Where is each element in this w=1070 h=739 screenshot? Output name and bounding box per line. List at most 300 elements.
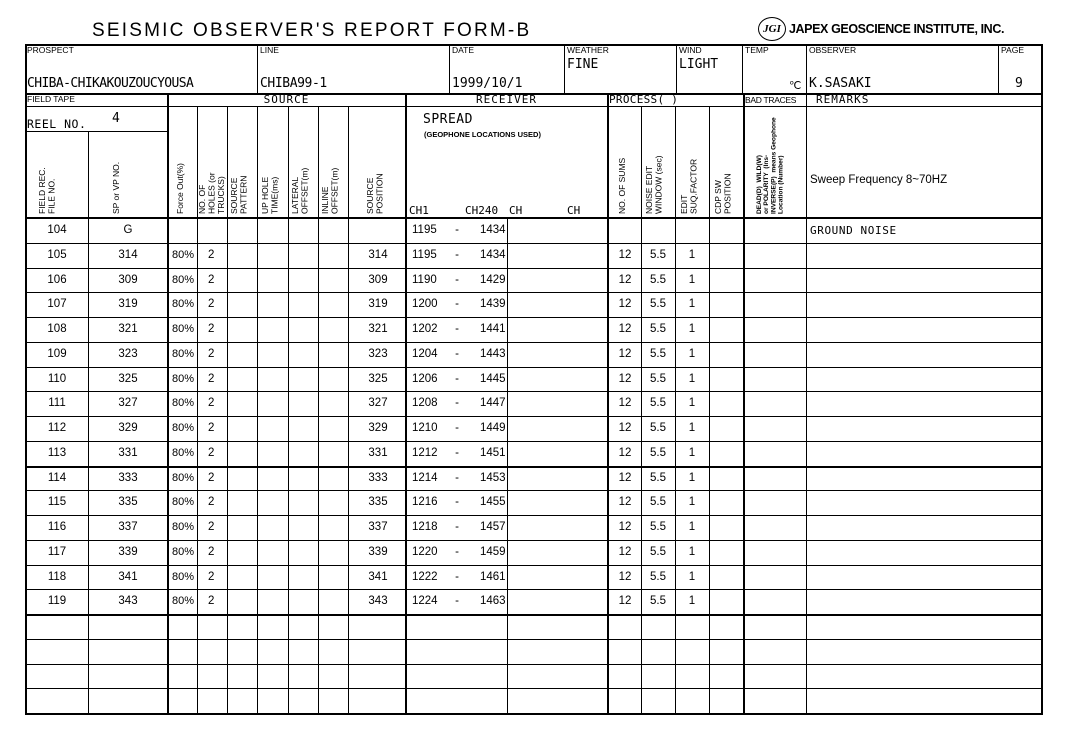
ch-range-dash[interactable]: - — [455, 224, 459, 236]
num-sums-cell[interactable] — [610, 614, 640, 639]
file-no-cell[interactable]: 105 — [47, 248, 67, 261]
page-label: PAGE — [1001, 45, 1024, 55]
sp-no-cell[interactable]: 314 — [118, 248, 138, 261]
remark-cell[interactable] — [810, 441, 1030, 466]
table-row — [26, 614, 1042, 639]
ch-last-cell[interactable]: 1457 — [480, 521, 506, 533]
table-row — [26, 243, 1042, 268]
ch-last-cell[interactable]: 1439 — [480, 298, 506, 311]
sp-no-cell[interactable] — [88, 664, 168, 689]
file-no-cell[interactable]: 109 — [47, 347, 67, 360]
prospect-value[interactable]: CHIBA-CHIKAKOUZOUCYOUSA — [27, 76, 194, 91]
holes-cell[interactable]: 2 — [208, 545, 215, 558]
table-row — [26, 589, 1042, 614]
table-row — [26, 268, 1042, 293]
noise-edit-cell[interactable]: 5.5 — [650, 298, 666, 311]
num-sums-cell[interactable] — [610, 218, 640, 243]
sp-no-cell[interactable]: 343 — [118, 595, 138, 608]
remark-cell[interactable] — [810, 639, 1030, 664]
ch-first-cell[interactable]: 1212 — [412, 446, 438, 459]
num-sums-cell[interactable] — [610, 664, 640, 689]
ch-first-cell[interactable] — [412, 688, 446, 713]
ch-last-cell[interactable]: 1451 — [480, 446, 506, 459]
line-label: LINE — [260, 45, 279, 55]
file-no-cell[interactable]: 112 — [47, 422, 67, 434]
noise-edit-header: NOISE EDIT WINDOW (sec) — [644, 155, 664, 214]
noise-edit-cell[interactable]: 5.5 — [650, 422, 666, 434]
observer-value[interactable]: K.SASAKI — [809, 76, 872, 91]
ch-first-cell[interactable]: 1222 — [412, 570, 438, 583]
noise-edit-cell[interactable]: 5.5 — [650, 570, 666, 583]
spread-subtitle: (GEOPHONE LOCATIONS USED) — [424, 130, 541, 139]
num-sums-cell[interactable]: 12 — [618, 323, 632, 335]
source-position-cell[interactable]: 323 — [368, 347, 388, 360]
edit-factor-cell[interactable]: 1 — [688, 248, 696, 261]
force-out-cell[interactable]: 80% — [172, 397, 195, 410]
file-no-cell[interactable]: 113 — [47, 446, 67, 459]
edit-factor-cell[interactable]: 1 — [688, 521, 696, 533]
ch-first-cell[interactable]: 1216 — [412, 496, 438, 509]
holes-cell[interactable]: 2 — [208, 422, 215, 434]
sp-no-cell[interactable]: 329 — [118, 422, 138, 434]
remark-cell[interactable] — [810, 490, 1030, 515]
ch-first-cell[interactable]: 1200 — [412, 298, 438, 311]
date-value[interactable]: 1999/10/1 — [452, 76, 523, 91]
ch-last-label: CH240 — [465, 204, 499, 217]
ch-last-cell[interactable]: 1461 — [480, 570, 506, 583]
edit-factor-cell[interactable]: 1 — [688, 347, 696, 360]
remark-cell[interactable] — [810, 416, 1030, 441]
num-sums-cell[interactable]: 12 — [618, 273, 632, 286]
remark-cell[interactable] — [810, 243, 1030, 268]
process-section-label: PROCESS( ) — [609, 93, 679, 106]
ch-first-cell[interactable]: 1190 — [412, 273, 437, 286]
source-position-cell[interactable]: 327 — [368, 397, 388, 410]
holes-cell[interactable]: 2 — [208, 521, 215, 533]
source-position-cell[interactable]: 325 — [368, 372, 388, 385]
ch-first-cell[interactable]: 1214 — [412, 471, 438, 484]
source-position-cell[interactable]: 343 — [368, 595, 388, 608]
ch-last-cell[interactable]: 1449 — [480, 422, 506, 434]
remark-cell[interactable] — [810, 688, 1030, 713]
ch-last-cell[interactable]: 1447 — [480, 397, 506, 410]
table-row — [26, 664, 1042, 689]
num-sums-cell[interactable]: 12 — [618, 496, 632, 509]
table-row — [26, 490, 1042, 515]
edit-factor-cell[interactable]: 1 — [688, 422, 696, 434]
source-position-cell[interactable] — [350, 639, 406, 664]
sp-no-cell[interactable]: 327 — [118, 397, 138, 410]
force-out-cell[interactable]: 80% — [172, 422, 195, 434]
source-position-cell[interactable] — [350, 218, 406, 243]
holes-cell[interactable]: 2 — [208, 298, 215, 311]
force-out-header: Force Out(%) — [175, 162, 185, 214]
sp-no-cell[interactable]: 319 — [118, 298, 138, 311]
noise-edit-cell[interactable] — [642, 688, 674, 713]
ch-range-dash[interactable]: - — [455, 298, 459, 311]
holes-cell[interactable] — [208, 218, 228, 243]
edit-factor-cell[interactable]: 1 — [688, 471, 696, 484]
ch-last-cell[interactable]: 1445 — [480, 372, 506, 385]
force-out-cell[interactable]: 80% — [172, 298, 195, 311]
sp-no-cell[interactable] — [88, 688, 168, 713]
source-position-cell[interactable] — [350, 664, 406, 689]
table-row — [26, 218, 1042, 243]
noise-edit-cell[interactable]: 5.5 — [650, 471, 666, 484]
ch-range-dash[interactable]: - — [455, 323, 459, 335]
ch-first-cell[interactable] — [412, 664, 446, 689]
sp-no-cell[interactable]: 335 — [118, 496, 138, 509]
ch-first-cell[interactable]: 1220 — [412, 545, 438, 558]
weather-label: WEATHER — [567, 45, 609, 55]
num-sums-cell[interactable]: 12 — [618, 595, 632, 608]
table-row — [26, 540, 1042, 565]
edit-factor-cell[interactable]: 1 — [688, 496, 696, 509]
ch-last-cell[interactable]: 1429 — [480, 273, 506, 286]
source-position-cell[interactable]: 333 — [368, 471, 388, 484]
sp-no-cell[interactable]: 339 — [118, 545, 138, 558]
force-out-cell[interactable] — [172, 639, 200, 664]
holes-cell[interactable] — [208, 688, 228, 713]
edit-factor-cell[interactable]: 1 — [688, 595, 696, 608]
force-out-cell[interactable]: 80% — [172, 496, 195, 509]
sp-no-cell[interactable]: 321 — [118, 323, 138, 335]
temp-unit: ℃ — [789, 80, 802, 92]
force-out-cell[interactable] — [172, 614, 200, 639]
holes-cell[interactable]: 2 — [208, 248, 215, 261]
noise-edit-cell[interactable]: 5.5 — [650, 496, 666, 509]
edit-factor-cell[interactable] — [676, 639, 708, 664]
holes-cell[interactable]: 2 — [208, 595, 215, 608]
ch-first-cell[interactable]: 1195 — [412, 248, 437, 261]
receiver-section-label: RECEIVER — [476, 93, 537, 106]
ch-first-cell[interactable]: 1210 — [412, 422, 438, 434]
noise-edit-cell[interactable]: 5.5 — [650, 273, 666, 286]
num-sums-cell[interactable] — [610, 639, 640, 664]
num-sums-cell[interactable]: 12 — [618, 397, 632, 410]
ch-range-dash[interactable]: - — [455, 248, 459, 261]
table-row — [26, 515, 1042, 540]
ch-range-dash[interactable] — [452, 688, 462, 713]
ch-last-cell[interactable]: 1455 — [480, 496, 506, 509]
ch-first-cell[interactable]: 1202 — [412, 323, 438, 335]
ch-range-dash[interactable] — [452, 614, 462, 639]
ch-last-cell[interactable] — [480, 688, 514, 713]
edit-factor-cell[interactable]: 1 — [688, 545, 696, 558]
edit-factor-cell[interactable]: 1 — [688, 273, 696, 286]
remark-cell[interactable] — [810, 466, 1030, 491]
edit-factor-cell[interactable] — [676, 614, 708, 639]
remark-cell[interactable] — [810, 565, 1030, 590]
form-title: SEISMIC OBSERVER'S REPORT FORM-B — [92, 20, 532, 41]
holes-header: NO. OF HOLES (or TRUCKS) — [197, 172, 226, 214]
edit-factor-cell[interactable]: 1 — [688, 323, 696, 335]
remark-cell[interactable] — [810, 664, 1030, 689]
table-row — [26, 416, 1042, 441]
ch-first-cell[interactable] — [412, 639, 446, 664]
ch-last-cell[interactable] — [480, 639, 514, 664]
remark-cell[interactable] — [810, 317, 1030, 342]
num-sums-cell[interactable]: 12 — [618, 521, 632, 533]
force-out-cell[interactable]: 80% — [172, 521, 195, 533]
file-no-cell[interactable]: 107 — [47, 298, 67, 311]
table-row — [26, 466, 1042, 491]
observer-label: OBSERVER — [809, 45, 857, 55]
file-no-cell[interactable]: 106 — [47, 273, 67, 286]
num-sums-cell[interactable]: 12 — [618, 248, 632, 261]
remark-cell[interactable] — [810, 292, 1030, 317]
uphole-time-header: UP HOLE TIME(ms) — [260, 176, 280, 214]
file-no-cell[interactable]: 114 — [47, 471, 67, 484]
noise-edit-cell[interactable] — [642, 664, 674, 689]
ch-last-cell[interactable]: 1443 — [480, 347, 506, 360]
ch-range-dash[interactable]: - — [455, 397, 459, 410]
edit-factor-cell[interactable] — [676, 664, 708, 689]
file-no-cell[interactable]: 111 — [48, 397, 66, 410]
ch-first-cell[interactable]: 1218 — [412, 521, 438, 533]
sp-no-cell[interactable]: 331 — [118, 446, 138, 459]
num-sums-cell[interactable]: 12 — [618, 570, 632, 583]
num-sums-cell[interactable]: 12 — [618, 422, 632, 434]
page-value[interactable]: 9 — [1015, 76, 1023, 91]
force-out-cell[interactable]: 80% — [172, 273, 195, 286]
holes-cell[interactable]: 2 — [208, 471, 215, 484]
force-out-cell[interactable]: 80% — [172, 595, 195, 608]
reel-no-value[interactable]: 4 — [112, 111, 120, 126]
ch-range-dash[interactable]: - — [455, 347, 459, 360]
ch-last-cell[interactable]: 1441 — [480, 323, 506, 335]
source-position-cell[interactable]: 319 — [368, 298, 388, 311]
table-row — [26, 317, 1042, 342]
source-position-cell[interactable]: 329 — [368, 422, 388, 434]
ch-first-cell[interactable]: 1224 — [412, 595, 438, 608]
remark-cell[interactable] — [810, 391, 1030, 416]
ch-last-cell[interactable]: 1434 — [480, 224, 506, 236]
sp-no-cell[interactable] — [88, 614, 168, 639]
sp-no-cell[interactable]: 341 — [118, 570, 138, 583]
remark-cell[interactable] — [810, 614, 1030, 639]
sp-no-cell[interactable]: G — [123, 224, 133, 236]
file-no-cell[interactable]: 104 — [47, 224, 67, 236]
holes-cell[interactable] — [208, 664, 228, 689]
force-out-cell[interactable] — [172, 218, 200, 243]
remark-cell[interactable] — [810, 268, 1030, 293]
force-out-cell[interactable]: 80% — [172, 347, 195, 360]
spread-title: SPREAD — [423, 112, 473, 127]
noise-edit-cell[interactable] — [642, 218, 674, 243]
source-position-cell[interactable]: 321 — [368, 323, 388, 335]
source-section-label: SOURCE — [263, 93, 310, 106]
holes-cell[interactable] — [208, 614, 228, 639]
organization-name: JAPEX GEOSCIENCE INSTITUTE, INC. — [789, 22, 1005, 36]
remark-cell[interactable] — [810, 367, 1030, 392]
force-out-cell[interactable]: 80% — [172, 446, 195, 459]
sp-no-cell[interactable]: 337 — [118, 521, 138, 533]
file-no-cell[interactable] — [26, 688, 88, 713]
wind-value[interactable]: LIGHT — [679, 57, 719, 72]
ch-first-cell[interactable]: 1206 — [412, 372, 438, 385]
noise-edit-cell[interactable]: 5.5 — [650, 248, 666, 261]
table-row — [26, 441, 1042, 466]
num-sums-cell[interactable]: 12 — [618, 298, 632, 311]
source-position-cell[interactable]: 335 — [368, 496, 388, 509]
ch-first-cell[interactable]: 1208 — [412, 397, 438, 410]
file-no-cell[interactable]: 119 — [47, 595, 67, 608]
sp-no-cell[interactable]: 309 — [118, 273, 138, 286]
edit-factor-cell[interactable] — [676, 688, 708, 713]
ch-last-cell[interactable] — [480, 614, 514, 639]
holes-cell[interactable]: 2 — [208, 273, 215, 286]
ch-first-cell[interactable]: 1195 — [412, 224, 437, 236]
sp-no-header: SP or VP NO. — [111, 161, 121, 214]
force-out-cell[interactable]: 80% — [172, 545, 195, 558]
file-no-cell[interactable]: 116 — [47, 521, 67, 533]
file-no-cell[interactable] — [26, 639, 88, 664]
source-pattern-header: SOURCE PATTERN — [229, 175, 249, 214]
ch-range-dash[interactable]: - — [455, 496, 459, 509]
force-out-cell[interactable]: 80% — [172, 372, 195, 385]
ch-range-dash[interactable]: - — [455, 273, 459, 286]
edit-factor-cell[interactable]: 1 — [688, 298, 696, 311]
force-out-cell[interactable]: 80% — [172, 471, 195, 484]
ch-last-cell[interactable]: 1463 — [480, 595, 506, 608]
ch-last-cell[interactable]: 1459 — [480, 545, 506, 558]
noise-edit-cell[interactable]: 5.5 — [650, 323, 666, 335]
source-position-cell[interactable]: 314 — [368, 248, 388, 261]
num-sums-cell[interactable]: 12 — [618, 347, 632, 360]
edit-factor-cell[interactable]: 1 — [688, 397, 696, 410]
noise-edit-cell[interactable]: 5.5 — [650, 372, 666, 385]
table-row — [26, 342, 1042, 367]
ch-range-dash[interactable]: - — [455, 471, 459, 484]
ch-range-dash[interactable]: - — [455, 521, 459, 533]
remark-cell[interactable]: GROUND NOISE — [810, 224, 897, 237]
holes-cell[interactable]: 2 — [208, 347, 215, 360]
ch-b-label: CH — [567, 204, 581, 217]
table-row — [26, 391, 1042, 416]
holes-cell[interactable] — [208, 639, 228, 664]
holes-cell[interactable]: 2 — [208, 570, 215, 583]
edit-factor-cell[interactable]: 1 — [688, 372, 696, 385]
file-no-cell[interactable]: 117 — [47, 545, 67, 558]
noise-edit-cell[interactable] — [642, 614, 674, 639]
ch-last-cell[interactable]: 1434 — [480, 248, 506, 261]
ch-range-dash[interactable]: - — [455, 446, 459, 459]
num-sums-cell[interactable]: 12 — [618, 471, 632, 484]
edit-factor-header: EDIT SUQ.FACTOR — [679, 158, 699, 214]
table-row — [26, 367, 1042, 392]
noise-edit-cell[interactable]: 5.5 — [650, 521, 666, 533]
ch-first-cell[interactable] — [412, 614, 446, 639]
source-position-cell[interactable]: 309 — [368, 273, 388, 286]
sp-no-cell[interactable]: 325 — [118, 372, 138, 385]
sp-no-cell[interactable]: 323 — [118, 347, 138, 360]
holes-cell[interactable]: 2 — [208, 397, 215, 410]
ch-first-label: CH1 — [409, 204, 429, 217]
bad-traces-label: BAD TRACES — [745, 95, 797, 105]
table-row — [26, 688, 1042, 713]
holes-cell[interactable]: 2 — [208, 446, 215, 459]
lateral-offset-header: LATERAL OFFSET(m) — [290, 167, 310, 214]
sweep-frequency-note[interactable]: Sweep Frequency 8~70HZ — [810, 174, 948, 186]
source-position-cell[interactable] — [350, 688, 406, 713]
holes-cell[interactable]: 2 — [208, 372, 215, 385]
edit-factor-cell[interactable]: 1 — [688, 446, 696, 459]
ch-first-cell[interactable]: 1204 — [412, 347, 438, 360]
source-position-cell[interactable]: 337 — [368, 521, 388, 533]
file-no-cell[interactable]: 115 — [47, 496, 67, 509]
force-out-cell[interactable] — [172, 688, 200, 713]
num-sums-cell[interactable]: 12 — [618, 372, 632, 385]
ch-range-dash[interactable]: - — [455, 422, 459, 434]
force-out-cell[interactable]: 80% — [172, 570, 195, 583]
file-no-cell[interactable]: 108 — [47, 323, 67, 335]
holes-cell[interactable]: 2 — [208, 323, 215, 335]
noise-edit-cell[interactable]: 5.5 — [650, 397, 666, 410]
date-label: DATE — [452, 45, 475, 55]
ch-range-dash[interactable] — [452, 664, 462, 689]
source-position-cell[interactable]: 341 — [368, 570, 388, 583]
holes-cell[interactable]: 2 — [208, 496, 215, 509]
prospect-label: PROSPECT — [27, 45, 74, 55]
noise-edit-cell[interactable] — [642, 639, 674, 664]
noise-edit-cell[interactable]: 5.5 — [650, 545, 666, 558]
num-sums-header: NO. OF SUMS — [617, 157, 627, 214]
sp-no-cell[interactable]: 333 — [118, 471, 138, 484]
ch-range-dash[interactable]: - — [455, 570, 459, 583]
num-sums-cell[interactable]: 12 — [618, 446, 632, 459]
file-no-cell[interactable]: 110 — [47, 372, 67, 385]
edit-factor-cell[interactable] — [676, 218, 708, 243]
ch-range-dash[interactable]: - — [455, 372, 459, 385]
remark-cell[interactable] — [810, 589, 1030, 614]
noise-edit-cell[interactable]: 5.5 — [650, 347, 666, 360]
force-out-cell[interactable] — [172, 664, 200, 689]
table-row — [26, 292, 1042, 317]
sp-no-cell[interactable] — [88, 639, 168, 664]
ch-range-dash[interactable] — [452, 639, 462, 664]
force-out-cell[interactable]: 80% — [172, 323, 195, 335]
table-row — [26, 565, 1042, 590]
organization — [758, 17, 1004, 41]
source-position-cell[interactable]: 331 — [368, 446, 388, 459]
field-tape-label: FIELD TAPE — [27, 94, 75, 104]
remarks-label: REMARKS — [816, 93, 870, 106]
noise-edit-cell[interactable]: 5.5 — [650, 446, 666, 459]
file-no-cell[interactable]: 118 — [47, 570, 67, 583]
source-position-cell[interactable]: 339 — [368, 545, 388, 558]
ch-last-cell[interactable]: 1453 — [480, 471, 506, 484]
inline-offset-header: INLINE OFFSET(m) — [320, 167, 340, 214]
source-position-cell[interactable] — [350, 614, 406, 639]
ch-last-cell[interactable] — [480, 664, 514, 689]
remark-cell[interactable] — [810, 515, 1030, 540]
ch-range-dash[interactable]: - — [455, 545, 459, 558]
num-sums-cell[interactable]: 12 — [618, 545, 632, 558]
edit-factor-cell[interactable]: 1 — [688, 570, 696, 583]
force-out-cell[interactable]: 80% — [172, 248, 195, 261]
remark-cell[interactable] — [810, 540, 1030, 565]
num-sums-cell[interactable] — [610, 688, 640, 713]
remark-cell[interactable] — [810, 342, 1030, 367]
jgi-logo-icon: JGI — [758, 17, 786, 41]
ch-range-dash[interactable]: - — [455, 595, 459, 608]
weather-value[interactable]: FINE — [567, 57, 599, 72]
file-no-cell[interactable] — [26, 614, 88, 639]
file-no-cell[interactable] — [26, 664, 88, 689]
line-value[interactable]: CHIBA99-1 — [260, 76, 327, 91]
noise-edit-cell[interactable]: 5.5 — [650, 595, 666, 608]
